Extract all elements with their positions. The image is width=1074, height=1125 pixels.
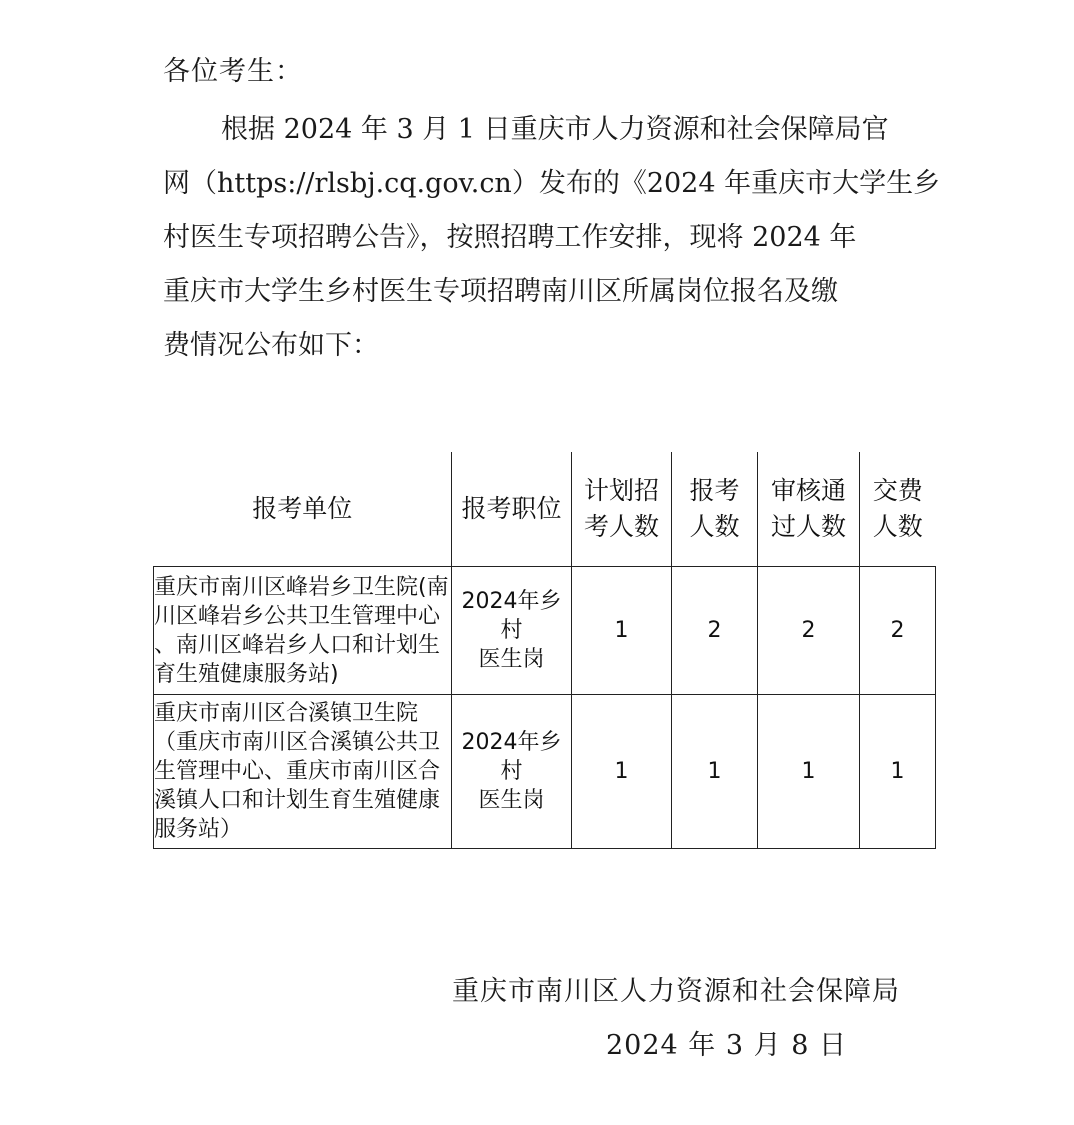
post-line: 医生岗 — [478, 647, 545, 672]
body-line: 重庆市大学生乡村医生专项招聘南川区所属岗位报名及缴 — [163, 276, 838, 307]
unit-line: 生管理中心、重庆市南川区合 — [154, 759, 441, 784]
header-applied-line: 人数 — [689, 512, 740, 541]
header-paid — [860, 452, 936, 567]
cell-paid: 2 — [860, 567, 936, 695]
cell-unit — [154, 567, 452, 695]
header-paid-line: 交费 — [872, 476, 923, 505]
header-applied — [672, 452, 758, 567]
unit-line: 重庆市南川区峰岩乡卫生院(南 — [154, 574, 449, 600]
header-planned-line: 考人数 — [583, 512, 659, 541]
issuer-signature: 重庆市南川区人力资源和社会保障局 — [452, 976, 900, 1007]
cell-applied: 1 — [672, 695, 758, 849]
post-line: 医生岗 — [478, 788, 545, 813]
greeting: 各位考生： — [163, 56, 303, 87]
header-applied-line: 报考 — [689, 476, 740, 505]
body-line: 根据 2024 年 3 月 1 日重庆市人力资源和社会保障局官 — [221, 114, 889, 145]
cell-unit — [154, 695, 452, 849]
unit-line: 、南川区峰岩乡人口和计划生 — [154, 632, 441, 658]
cell-approved: 1 — [758, 695, 860, 849]
cell-planned: 1 — [572, 567, 672, 695]
header-unit: 报考单位 — [154, 452, 452, 567]
header-approved-line: 过人数 — [770, 512, 846, 541]
unit-line: 育生殖健康服务站) — [154, 661, 339, 687]
post-line: 2024年乡村 — [461, 730, 562, 784]
cell-approved: 2 — [758, 567, 860, 695]
unit-line: 重庆市南川区合溪镇卫生院 — [154, 701, 419, 726]
post-line: 2024年乡村 — [461, 589, 562, 643]
body-line: 网（https://rlsbj.cq.gov.cn）发布的《2024 年重庆市大学生乡 — [163, 168, 941, 199]
unit-line: 服务站） — [154, 817, 243, 842]
cell-paid: 1 — [860, 695, 936, 849]
table-header-row — [154, 452, 936, 567]
header-planned-line: 计划招 — [583, 476, 659, 505]
cell-planned: 1 — [572, 695, 672, 849]
header-planned — [572, 452, 672, 567]
body-line: 费情况公布如下： — [163, 330, 379, 361]
notice-body — [163, 103, 941, 373]
unit-line: 川区峰岩乡公共卫生管理中心 — [154, 603, 441, 629]
issue-date: 2024 年 3 月 8 日 — [606, 1030, 847, 1061]
registration-table — [153, 452, 936, 849]
cell-post — [452, 695, 572, 849]
unit-line: （重庆市南川区合溪镇公共卫 — [154, 730, 441, 755]
cell-post — [452, 567, 572, 695]
header-post: 报考职位 — [452, 452, 572, 567]
table-row — [154, 695, 936, 849]
header-approved — [758, 452, 860, 567]
cell-applied: 2 — [672, 567, 758, 695]
body-line: 村医生专项招聘公告》，按照招聘工作安排，现将 2024 年 — [163, 222, 857, 253]
table-row — [154, 567, 936, 695]
header-paid-line: 人数 — [872, 512, 923, 541]
header-approved-line: 审核通 — [770, 476, 846, 505]
unit-line: 溪镇人口和计划生育生殖健康 — [154, 788, 441, 813]
